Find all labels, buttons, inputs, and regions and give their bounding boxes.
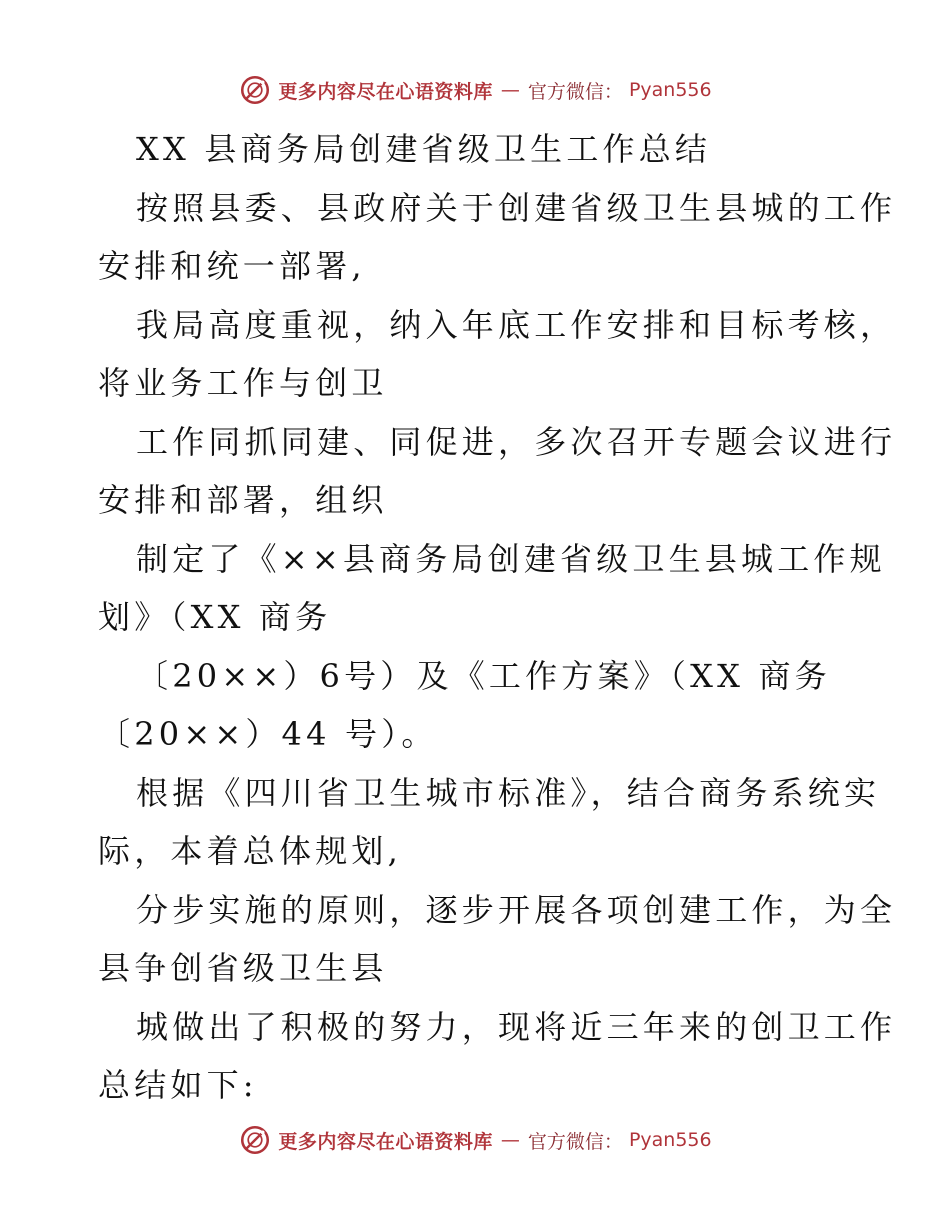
watermark-id: Pyan556 bbox=[628, 1129, 712, 1151]
text-line: 将业务工作与创卫 bbox=[98, 364, 388, 402]
text-line: 安排和统一部署, bbox=[98, 247, 366, 285]
text-line: 制定了《××县商务局创建省级卫生县城工作规 bbox=[136, 539, 886, 578]
text-line: 总结如下: bbox=[98, 1066, 258, 1104]
document-title: XX 县商务局创建省级卫生工作总结 bbox=[136, 130, 712, 168]
text-line: 分步实施的原则，逐步开展各项创建工作，为全 bbox=[136, 890, 897, 929]
text-line: 〔20××）6号）及《工作方案》（XX 商务 bbox=[136, 656, 831, 695]
text-line: 安排和部署，组织 bbox=[98, 481, 388, 519]
watermark-label: 官方微信： bbox=[527, 80, 623, 103]
text-line: 我局高度重视，纳入年底工作安排和目标考核， bbox=[136, 305, 897, 344]
text-line: 〔20××）44 号）。 bbox=[98, 715, 438, 753]
page-header-watermark bbox=[0, 70, 950, 110]
watermark-banner bbox=[238, 73, 711, 107]
watermark-separator: — bbox=[500, 79, 520, 101]
watermark-main-text: 更多内容尽在心语资料库 bbox=[278, 1130, 493, 1153]
text-line: 际，本着总体规划, bbox=[98, 832, 402, 870]
text-line: 按照县委、县政府关于创建省级卫生县城的工作 bbox=[136, 188, 897, 227]
text-line: 工作同抓同建、同促进，多次召开专题会议进行 bbox=[136, 422, 897, 461]
brand-logo-icon bbox=[238, 1123, 272, 1157]
watermark-label: 官方微信： bbox=[527, 1130, 623, 1153]
brand-logo-icon bbox=[238, 73, 272, 107]
document-body bbox=[98, 120, 897, 1115]
text-line: 县争创省级卫生县 bbox=[98, 949, 388, 987]
text-line: 根据《四川省卫生城市标准》，结合商务系统实 bbox=[136, 773, 881, 812]
text-line: 划》（XX 商务 bbox=[98, 598, 332, 636]
text-line: 城做出了积极的努力，现将近三年来的创卫工作 bbox=[136, 1007, 897, 1046]
watermark-main-text: 更多内容尽在心语资料库 bbox=[278, 80, 493, 103]
page-footer-watermark bbox=[0, 1120, 950, 1160]
watermark-separator: — bbox=[500, 1129, 520, 1151]
watermark-banner bbox=[238, 1123, 711, 1157]
watermark-id: Pyan556 bbox=[628, 79, 712, 101]
